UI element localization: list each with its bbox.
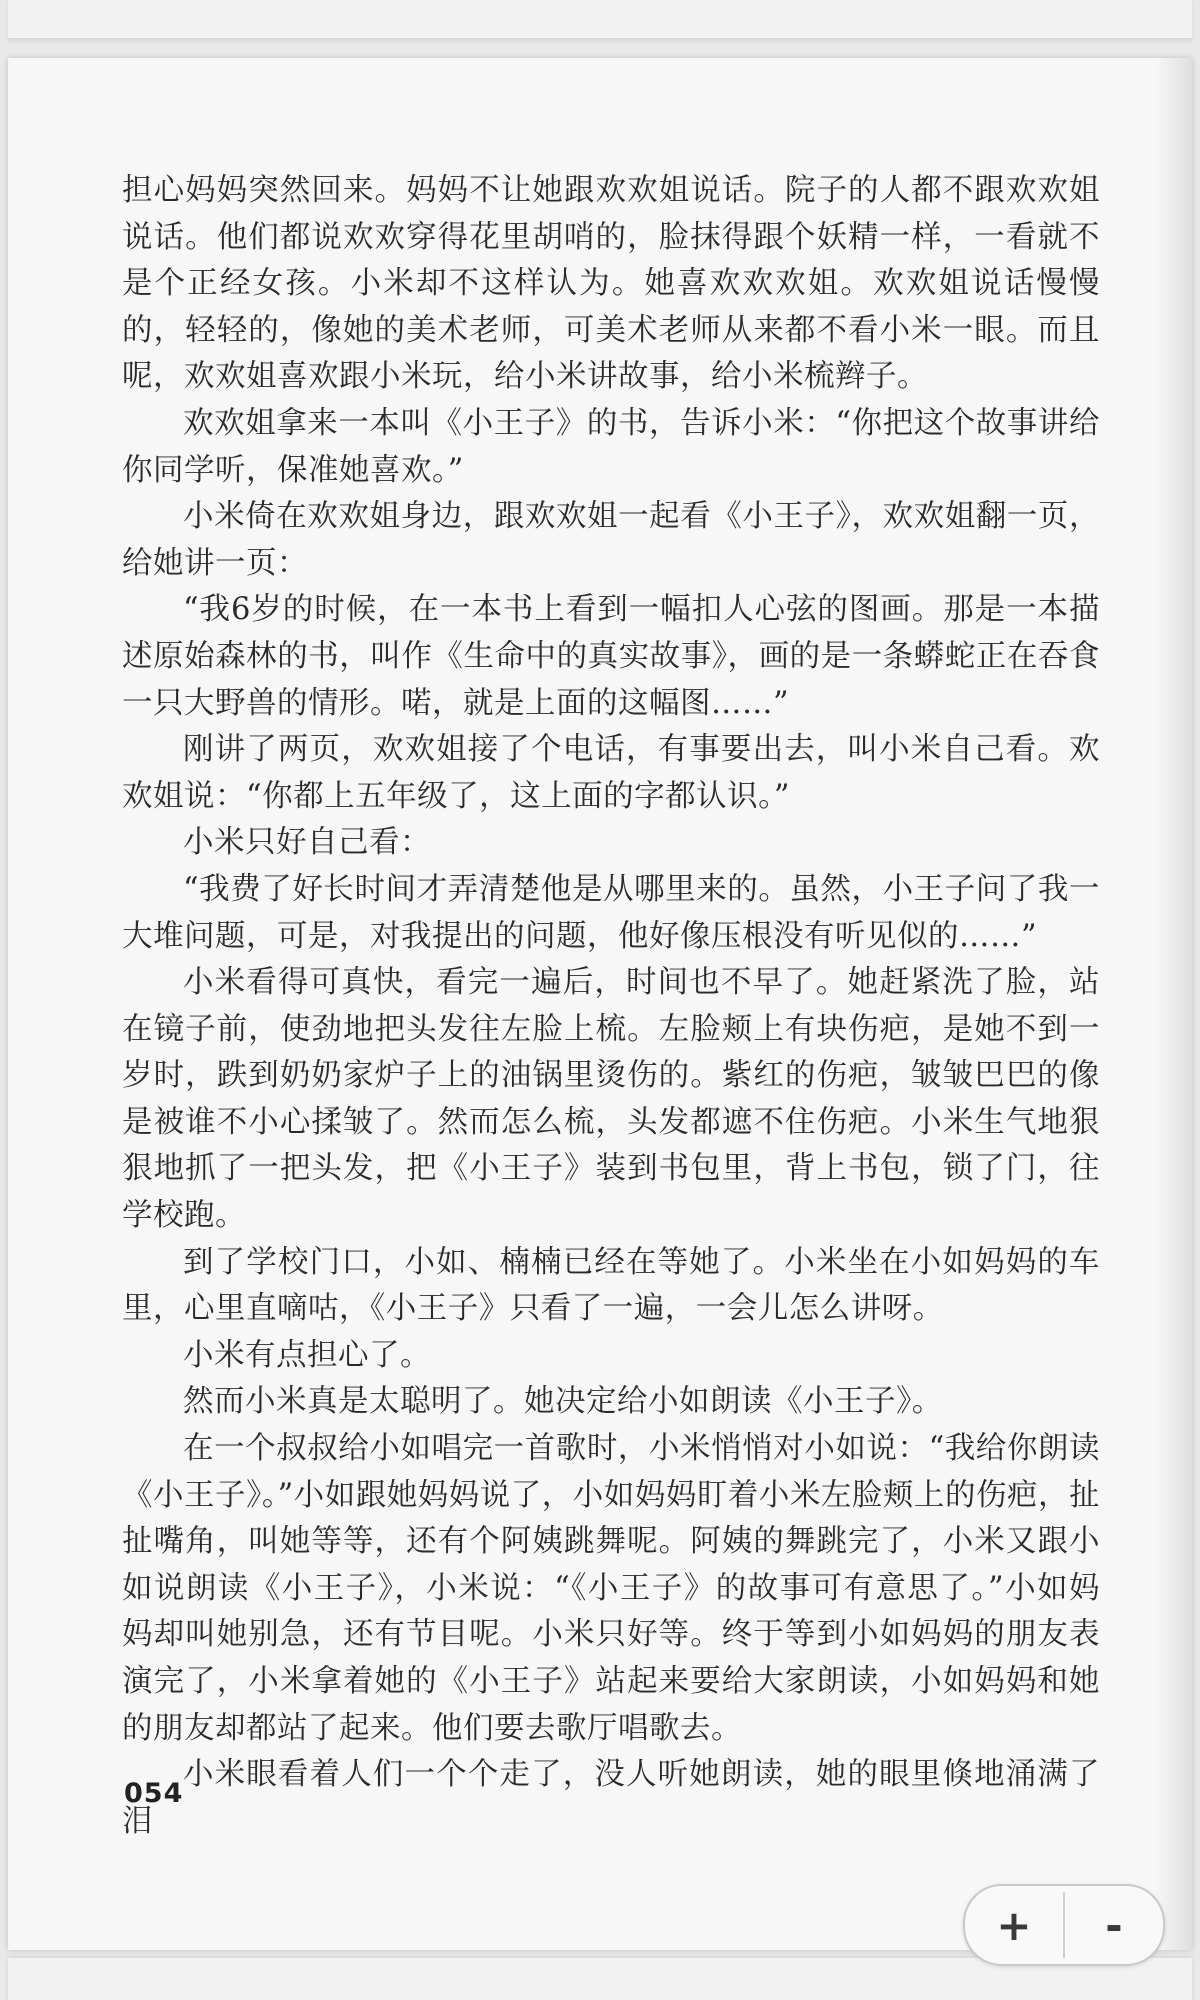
paragraph: 刚讲了两页，欢欢姐接了个电话，有事要出去，叫小米自己看。欢欢姐说：“你都上五年级了，这上面的字都认识。” [122,732,1100,814]
page-number: 054 [124,1778,184,1809]
page-body-text [122,168,1100,1845]
paragraph: “我费了好长时间才弄清楚他是从哪里来的。虽然，小王子问了我一大堆问题，可是，对我提出的问题，他好像压根没有听见似的……” [122,871,1100,954]
paragraph: 欢欢姐拿来一本叫《小王子》的书，告诉小米：“你把这个故事讲给你同学听，保准她喜欢。” [122,405,1100,488]
zoom-control [963,1884,1165,1966]
zoom-in-button[interactable]: + [996,1900,1032,1950]
paragraph: “我6岁的时候，在一本书上看到一幅扣人心弦的图画。那是一本描述原始森林的书，叫作《生命中的真实故事》，画的是一条蟒蛇正在吞食一只大野兽的情形。喏，就是上面的这幅图……” [122,592,1100,721]
previous-page-edge [8,0,1192,39]
paragraph: 然而小米真是太聪明了。她决定给小如朗读《小王子》。 [183,1384,943,1420]
zoom-out-button[interactable]: - [1105,1900,1123,1950]
paragraph: 小米倚在欢欢姐身边，跟欢欢姐一起看《小王子》，欢欢姐翻一页，给她讲一页： [122,499,1100,581]
page-edge-shadow [1156,58,1192,1950]
paragraph: 在一个叔叔给小如唱完一首歌时，小米悄悄对小如说：“我给你朗读《小王子》。”小如跟她妈妈说了，小如妈妈盯着小米左脸颊上的伤疤，扯扯嘴角，叫她等等，还有个阿姨跳舞呢。阿姨的舞跳完了，小米又跟小如说朗读《小王子》，小米说：“《小王子》的故事可有意思了。”小如妈妈却叫她别急，还有节目呢。小米只好等。终于等到小如妈妈的朋友表演完了，小米拿着她的《小王子》站起来要给大家朗读，小如妈妈和她的朋友却都站了起来。他们要去歌厅唱歌去。 [122,1431,1100,1746]
paragraph: 小米有点担心了。 [183,1337,431,1373]
paragraph: 小米只好自己看： [183,825,431,861]
paragraph: 担心妈妈突然回来。妈妈不让她跟欢欢姐说话。院子的人都不跟欢欢姐说话。他们都说欢欢穿得花里胡哨的，脸抹得跟个妖精一样，一看就不是个正经女孩。小米却不这样认为。她喜欢欢欢姐。欢欢姐说话慢慢的，轻轻的，像她的美术老师，可美术老师从来都不看小米一眼。而且呢，欢欢姐喜欢跟小米玩，给小米讲故事，给小米梳辫子。 [122,173,1100,395]
paragraph: 到了学校门口，小如、楠楠已经在等她了。小米坐在小如妈妈的车里，心里直嘀咕，《小王子》只看了一遍，一会儿怎么讲呀。 [122,1244,1100,1327]
paragraph: 小米眼看着人们一个个走了，没人听她朗读，她的眼里倏地涌满了泪 [122,1757,1100,1839]
paragraph: 小米看得可真快，看完一遍后，时间也不早了。她赶紧洗了脸，站在镜子前，使劲地把头发往左脸上梳。左脸颊上有块伤疤，是她不到一岁时，跌到奶奶家炉子上的油锅里烫伤的。紫红的伤疤，皱皱巴巴的像是被谁不小心揉皱了。然而怎么梳，头发都遮不住伤疤。小米生气地狠狠地抓了一把头发，把《小王子》装到书包里，背上书包，锁了门，往学校跑。 [122,965,1100,1234]
document-page [8,58,1192,1950]
